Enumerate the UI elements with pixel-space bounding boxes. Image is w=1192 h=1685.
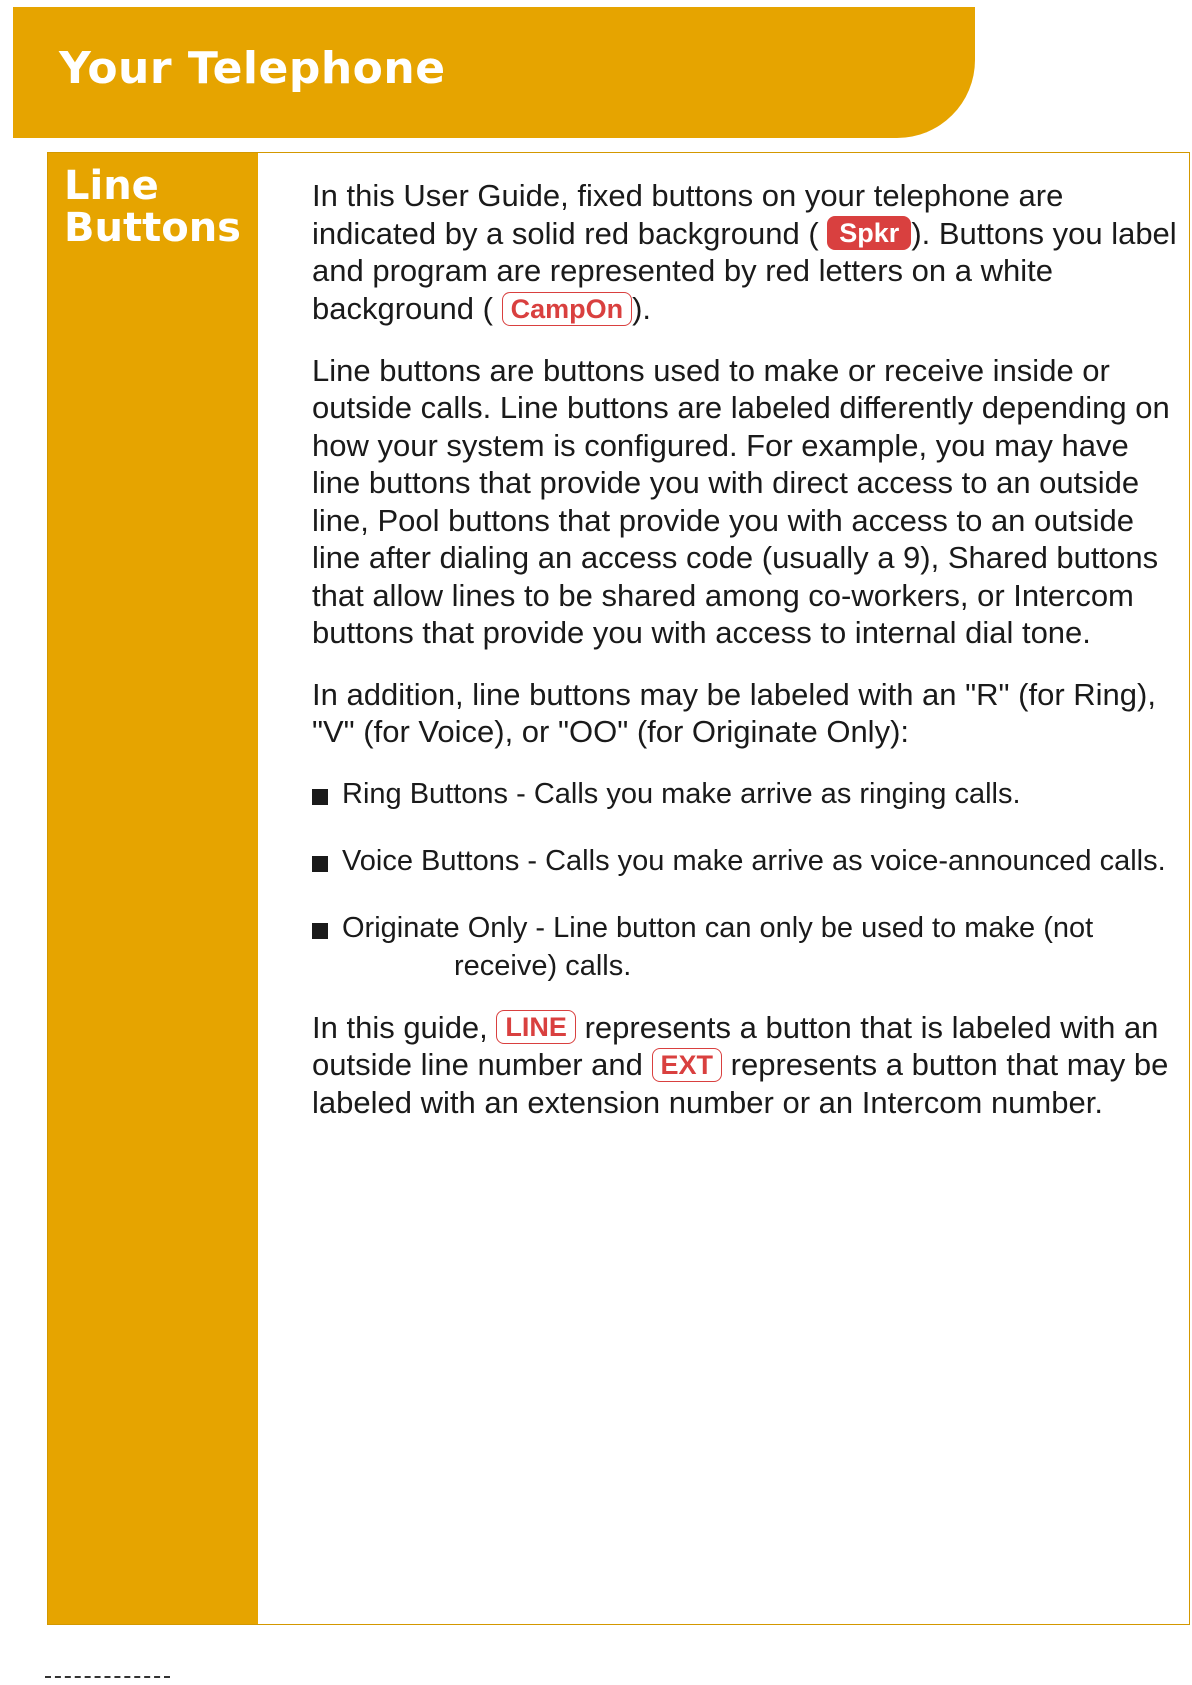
campon-button-example: CampOn: [502, 292, 633, 326]
spkr-button-example: Spkr: [827, 216, 911, 250]
guide-text-1: In this guide,: [312, 1009, 488, 1045]
header-band: [13, 7, 975, 138]
intro-text-2: ). Buttons you label and program are represented by red letters on a white background (: [312, 215, 1177, 326]
square-bullet-icon: [312, 856, 328, 872]
list-item-text: Originate Only - Line button can only be used to make (not: [342, 911, 1094, 944]
section-sidebar: [48, 153, 258, 1624]
ext-button-example: EXT: [652, 1048, 723, 1082]
footer-marks: [45, 1676, 170, 1681]
square-bullet-icon: [312, 923, 328, 939]
intro-text-3: ).: [632, 290, 652, 326]
content-frame: [47, 152, 1190, 1625]
line-button-example: LINE: [496, 1010, 576, 1044]
section-title: [64, 165, 241, 249]
guide-text-2: represents a button that is labeled with an outside line number and: [312, 1009, 1159, 1083]
list-item-text: Voice Buttons - Calls you make arrive as voice-announced calls.: [342, 844, 1166, 877]
section-title-line-2: Buttons: [64, 205, 241, 251]
line-buttons-paragraph: Line buttons are buttons used to make or receive inside or outside calls. Line buttons are labeled differently depending on how your system is configured. For example, you may have line buttons that provide you with direct access to an outside line, Pool buttons that provide you with access to an outside line after dialing an access code (usually a 9), Shared buttons that allow lines to be shared among co-workers, or Intercom buttons that provide you with access to internal dial tone.: [312, 352, 1170, 651]
intro-text-1: In this User Guide, fixed buttons on your telephone are indicated by a solid red background (: [312, 178, 1064, 251]
list-item-voice-buttons: [312, 842, 1182, 880]
guide-paragraph: [312, 1009, 1182, 1122]
list-item-text: Ring Buttons - Calls you make arrive as ringing calls.: [342, 777, 1021, 810]
page-title: Your Telephone: [59, 43, 446, 94]
button-type-list: [312, 775, 1182, 985]
guide-text-3: represents a button that may be labeled with an extension number or an Intercom number.: [312, 1047, 1169, 1121]
list-item-originate-only: [312, 909, 1182, 985]
square-bullet-icon: [312, 789, 328, 805]
section-title-line-1: Line: [64, 163, 159, 209]
list-item-continuation: receive) calls.: [454, 949, 632, 982]
intro-paragraph: [312, 177, 1182, 328]
body-text: [312, 177, 1182, 1146]
addition-paragraph: In addition, line buttons may be labeled with an "R" (for Ring), "V" (for Voice), or "OO" (for Originate Only):: [312, 676, 1156, 750]
list-item-ring-buttons: [312, 775, 1182, 813]
